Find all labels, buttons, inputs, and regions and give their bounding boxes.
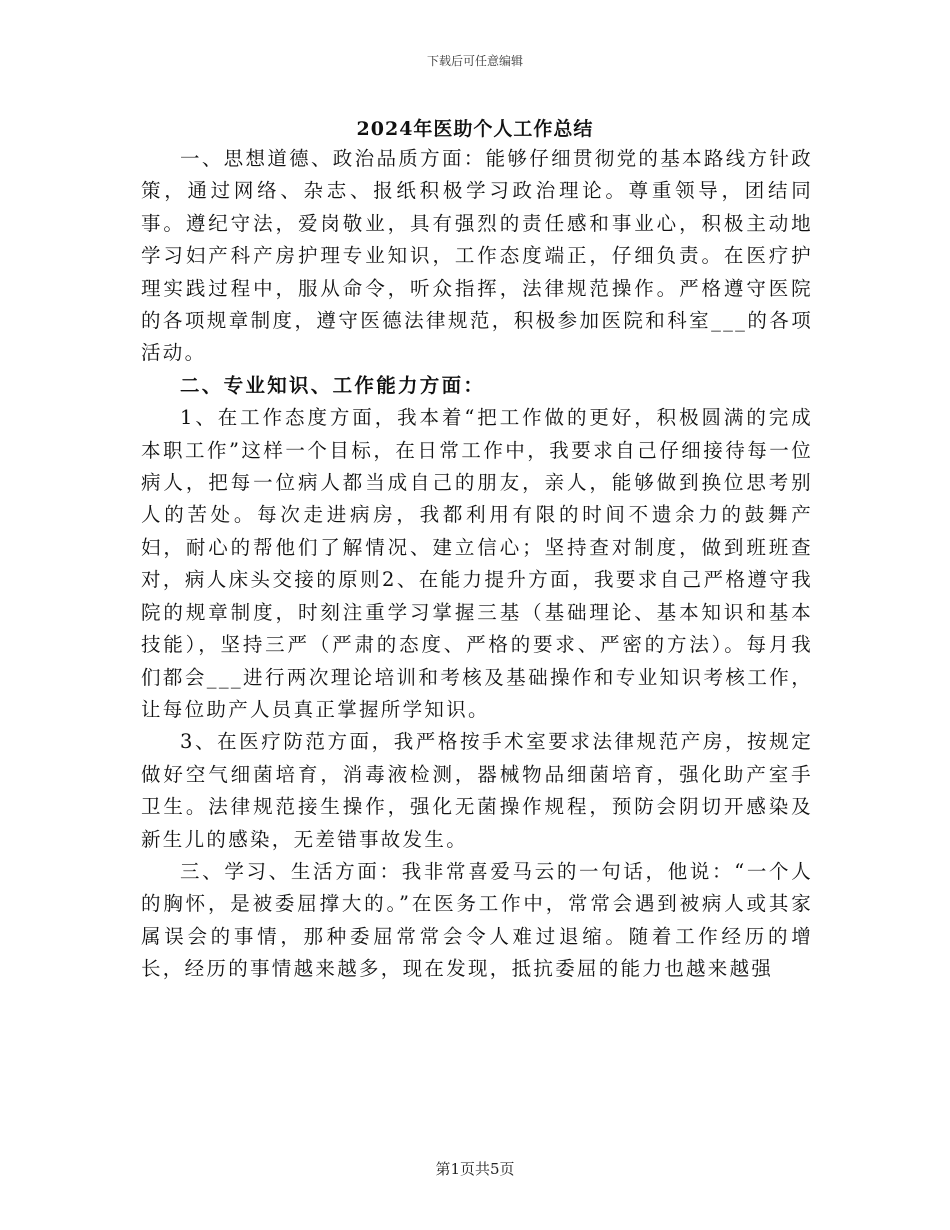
paragraph-work-attitude: 1、在工作态度方面，我本着“把工作做的更好，积极圆满的完成本职工作”这样一个目标，在日常工作中，我要求自己仔细接待每一位病人，把每一位病人都当成自己的朋友，亲人，能够做到换位思考别人的苦处。每次走进病房，我都利用有限的时间不遗余力的鼓舞产妇，耐心的帮他们了解情况、建立信心；坚持查对制度，做到班班查对，病人床头交接的原则2、在能力提升方面，我要求自己严格遵守我院的规章制度，时刻注重学习掌握三基（基础理论、基本知识和基本技能），坚持三严（严肃的态度、严格的要求、严密的方法）。每月我们都会___进行两次理论培训和考核及基础操作和专业知识考核工作，让每位助产人员真正掌握所学知识。 [141,406,813,721]
paragraph-ideology: 一、思想道德、政治品质方面：能够仔细贯彻党的基本路线方针政策，通过网络、杂志、报纸积极学习政治理论。尊重领导，团结同事。遵纪守法，爱岗敬业，具有强烈的责任感和事业心，积极主动地学习妇产科产房护理专业知识，工作态度端正，仔细负责。在医疗护理实践过程中，服从命令，听众指挥，法律规范操作。严格遵守医院的各项规章制度，遵守医德法律规范，积极参加医院和科室___的各项活动。 [141,147,813,365]
section-heading-professional: 二、专业知识、工作能力方面： [180,373,486,397]
page-number: 第1页共5页 [435,1160,515,1178]
document-body [141,143,813,986]
paragraph-medical-prevention: 3、在医疗防范方面，我严格按手术室要求法律规范产房，按规定做好空气细菌培育，消毒液检测，器械物品细菌培育，强化助产室手卫生。法律规范接生操作，强化无菌操作规程，预防会阴切开感染及新生儿的感染，无差错事故发生。 [141,730,813,851]
document-title: 2024年医助个人工作总结 [356,118,594,140]
page-header-note: 下载后可任意编辑 [426,54,523,68]
paragraph-study-life: 三、学习、生活方面：我非常喜爱马云的一句话，他说：“一个人的胸怀，是被委屈撑大的。”在医务工作中，常常会遇到被病人或其家属误会的事情，那种委屈常常会令人难过退缩。随着工作经历的增长，经历的事情越来越多，现在发现，抵抗委屈的能力也越来越强 [141,859,813,981]
